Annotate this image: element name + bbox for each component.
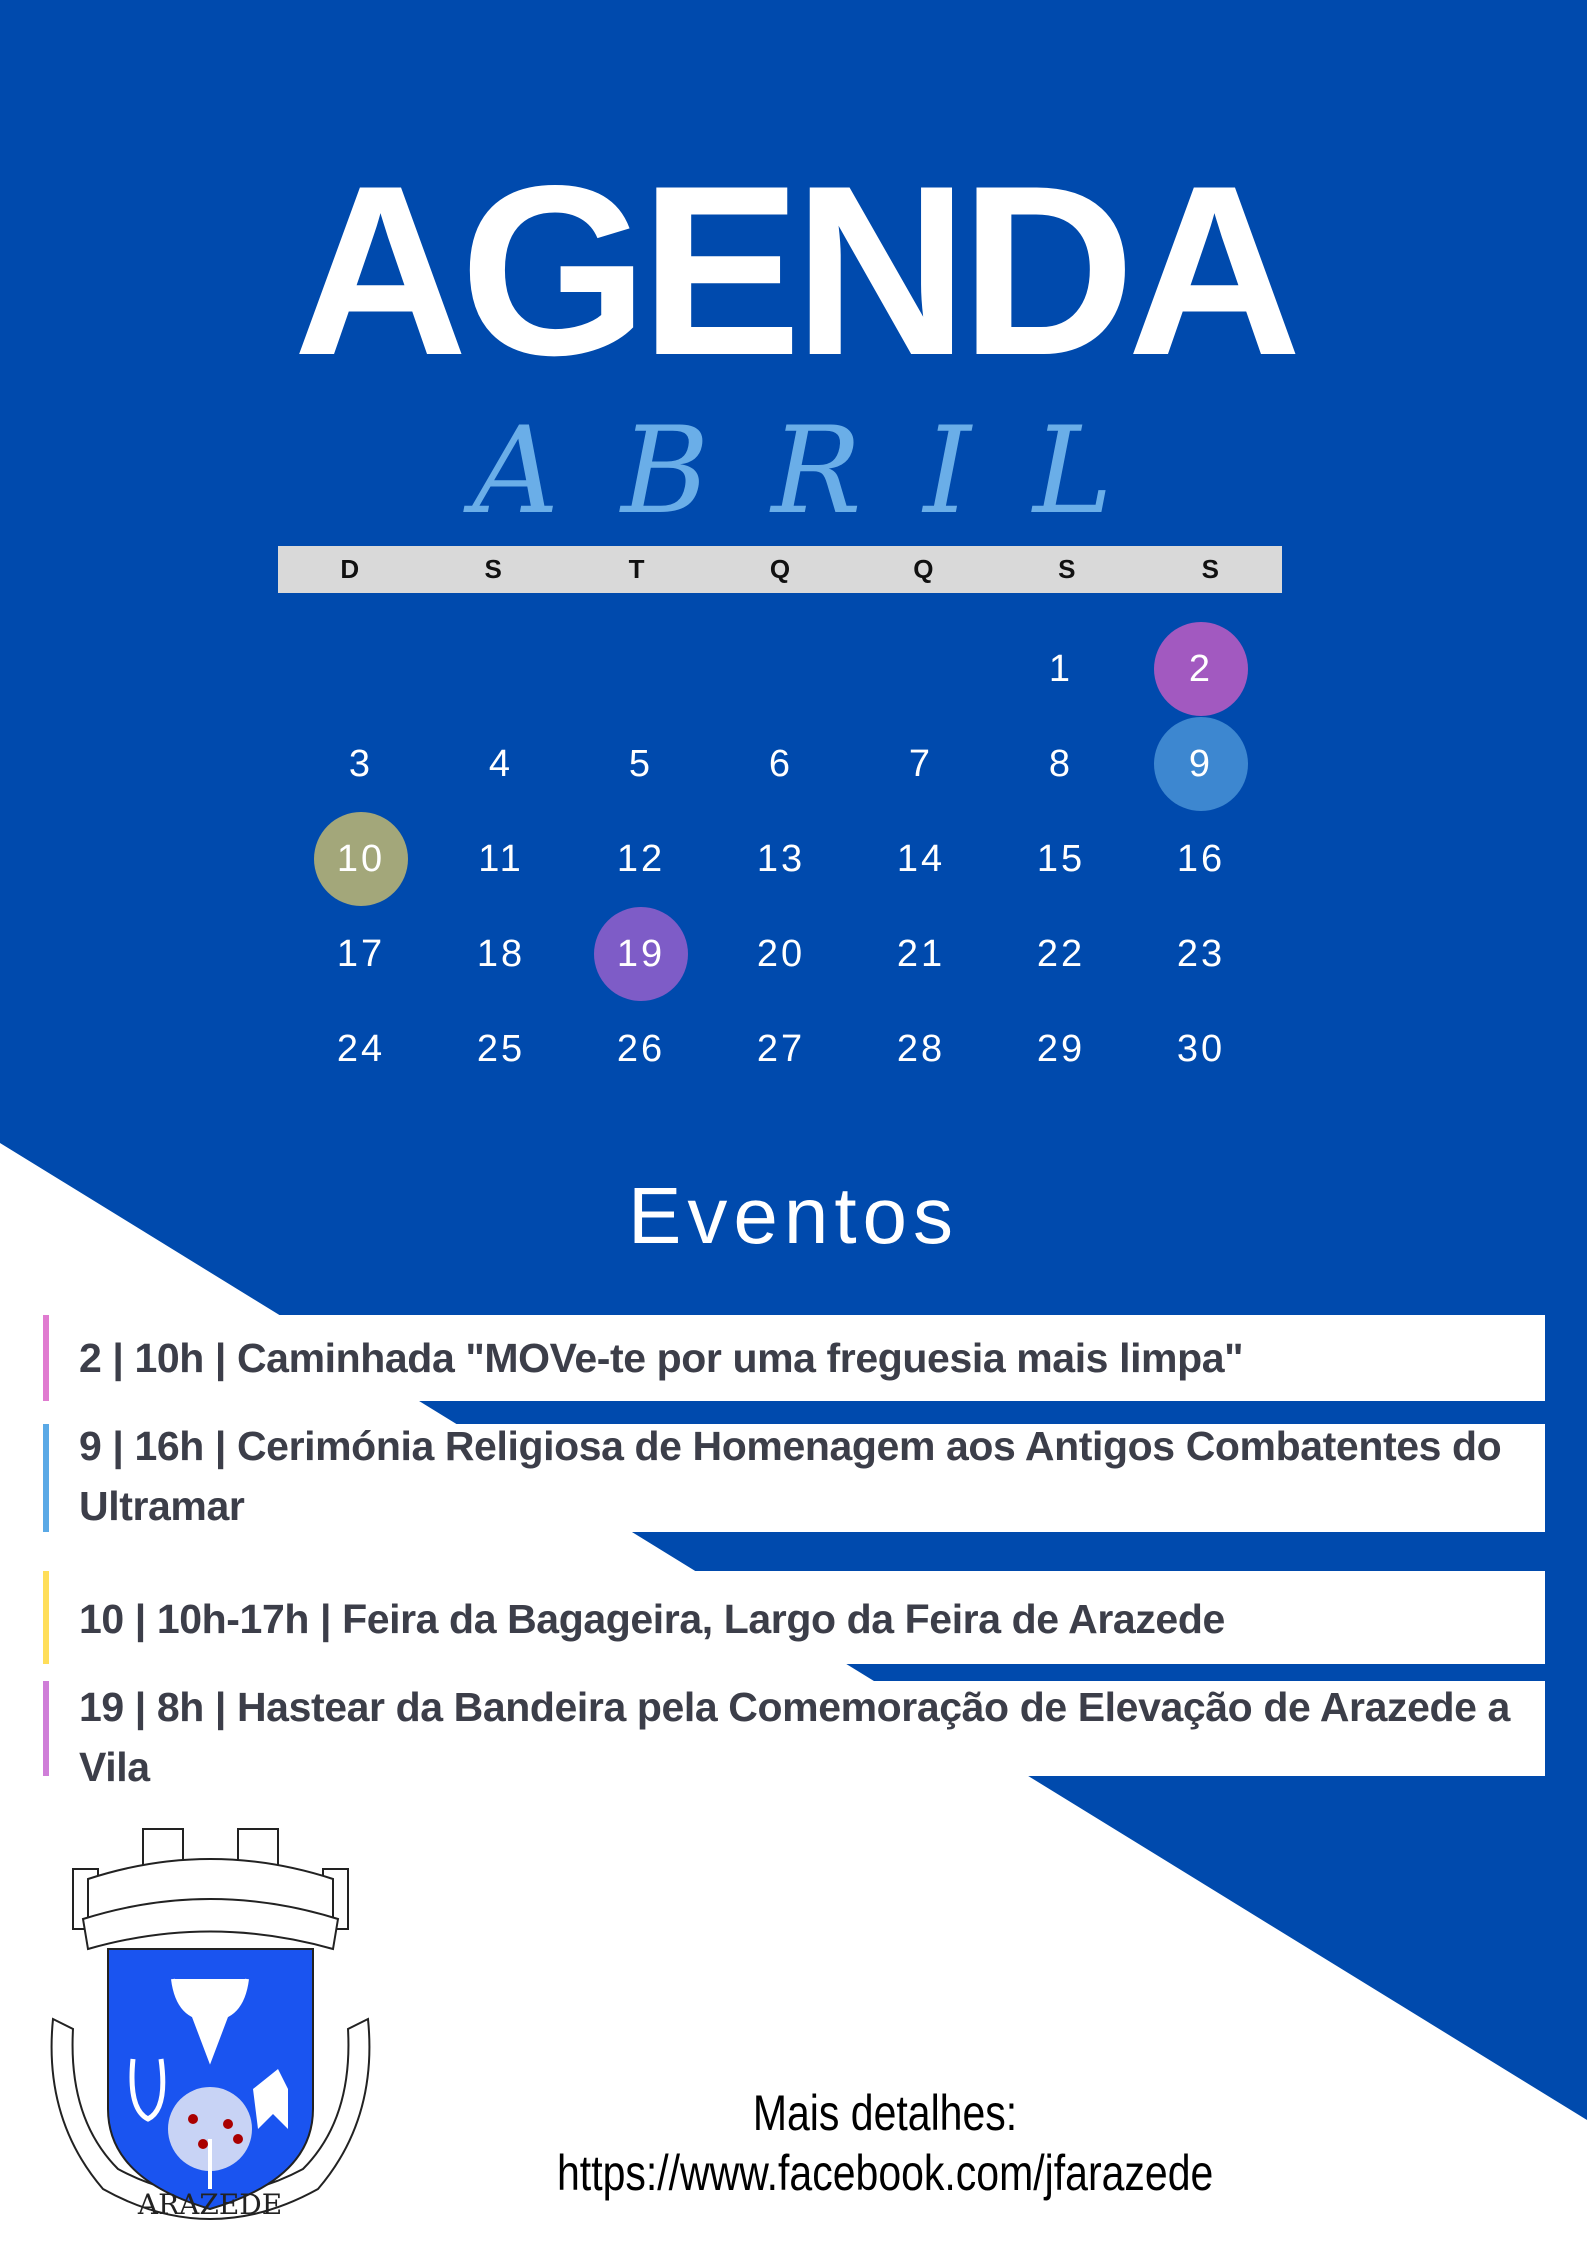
calendar-day-number: 2 — [1188, 648, 1214, 690]
calendar-day — [291, 1002, 431, 1097]
weekday-label: S — [1058, 554, 1076, 584]
calendar-day — [851, 717, 991, 812]
calendar-empty-cell — [431, 622, 571, 717]
calendar-day-number: 16 — [1176, 838, 1226, 880]
calendar-day-number: 12 — [616, 838, 666, 880]
weekday-label: S — [484, 554, 502, 584]
calendar-day-number: 4 — [488, 743, 514, 785]
event-text: 19 | 8h | Hastear da Bandeira pela Comemoração de Elevação de Arazede a Vila — [79, 1684, 1510, 1790]
calendar-day — [431, 907, 571, 1002]
calendar-day — [431, 812, 571, 907]
calendar-day-number: 30 — [1176, 1028, 1226, 1070]
calendar-day-number: 13 — [756, 838, 806, 880]
calendar-day — [711, 717, 851, 812]
calendar-empty-cell — [851, 622, 991, 717]
calendar-day-number: 19 — [616, 933, 666, 975]
calendar-day-number: 23 — [1176, 933, 1226, 975]
event-item — [43, 1571, 1545, 1664]
calendar-empty-cell — [291, 622, 431, 717]
event-color-bar — [43, 1681, 49, 1776]
facebook-link[interactable]: https://www.facebook.com/jfarazede — [557, 2145, 1214, 2201]
calendar-day — [711, 812, 851, 907]
event-color-bar — [43, 1424, 49, 1532]
calendar-day — [1131, 622, 1271, 717]
calendar-day-number: 6 — [768, 743, 794, 785]
calendar-grid — [291, 622, 1271, 1097]
calendar-day-number: 29 — [1036, 1028, 1086, 1070]
calendar-day-number: 20 — [756, 933, 806, 975]
calendar-day-number: 14 — [896, 838, 946, 880]
more-details-label: Mais detalhes: — [752, 2085, 1018, 2141]
calendar-day-number: 28 — [896, 1028, 946, 1070]
calendar-day — [291, 812, 431, 907]
calendar-day-number: 5 — [628, 743, 654, 785]
calendar-empty-cell — [711, 622, 851, 717]
calendar-day — [991, 1002, 1131, 1097]
event-text: 2 | 10h | Caminhada "MOVe-te por uma freguesia mais limpa" — [79, 1335, 1244, 1381]
calendar-day-number: 22 — [1036, 933, 1086, 975]
event-item — [43, 1424, 1545, 1532]
calendar-day-number: 9 — [1188, 743, 1214, 785]
event-color-bar — [43, 1571, 49, 1664]
calendar-day — [851, 1002, 991, 1097]
weekday-label: Q — [913, 554, 934, 584]
calendar-day-number: 27 — [756, 1028, 806, 1070]
calendar-day — [991, 812, 1131, 907]
calendar-day — [711, 907, 851, 1002]
calendar-day — [1131, 1002, 1271, 1097]
weekday-label: S — [1201, 554, 1219, 584]
calendar-day — [1131, 717, 1271, 812]
calendar-day-number: 18 — [476, 933, 526, 975]
calendar-day-number: 3 — [348, 743, 374, 785]
calendar-day-number: 21 — [896, 933, 946, 975]
event-item — [43, 1315, 1545, 1401]
calendar-day — [991, 907, 1131, 1002]
calendar-day-number: 11 — [478, 838, 524, 880]
event-text: 10 | 10h-17h | Feira da Bagageira, Largo da Feira de Arazede — [79, 1596, 1225, 1642]
event-item — [43, 1681, 1545, 1790]
calendar-day-number: 25 — [476, 1028, 526, 1070]
weekday-label: Q — [769, 554, 791, 584]
calendar-day-number: 10 — [336, 838, 386, 880]
calendar-day — [991, 622, 1131, 717]
calendar-day — [851, 812, 991, 907]
calendar-day — [571, 907, 711, 1002]
calendar-day-number: 24 — [336, 1028, 386, 1070]
calendar-day-number: 7 — [908, 743, 934, 785]
calendar-day — [571, 717, 711, 812]
calendar-empty-cell — [571, 622, 711, 717]
calendar-day-number: 15 — [1036, 838, 1086, 880]
calendar-day — [991, 717, 1131, 812]
calendar-day-number: 17 — [336, 933, 386, 975]
month-title: ABRIL — [472, 402, 1175, 541]
calendar-day — [1131, 812, 1271, 907]
calendar-day — [291, 907, 431, 1002]
logo-text: ARAZEDE — [137, 2188, 283, 2221]
calendar-day — [851, 907, 991, 1002]
page-title: AGENDA — [293, 136, 1294, 406]
events-title: Eventos — [627, 1171, 960, 1260]
calendar-day — [1131, 907, 1271, 1002]
calendar-day — [571, 1002, 711, 1097]
calendar-day-number: 1 — [1048, 648, 1074, 690]
weekday-label: T — [628, 554, 645, 584]
event-color-bar — [43, 1315, 49, 1401]
arazede-coat-of-arms-logo — [43, 1819, 378, 2229]
event-text: 9 | 16h | Cerimónia Religiosa de Homenagem aos Antigos Combatentes do Ultramar — [79, 1423, 1502, 1529]
calendar-weekday-header — [278, 546, 1282, 593]
calendar-day — [571, 812, 711, 907]
calendar-day — [431, 717, 571, 812]
calendar-day — [711, 1002, 851, 1097]
calendar-day — [291, 717, 431, 812]
calendar-day-number: 8 — [1048, 743, 1074, 785]
calendar-day — [431, 1002, 571, 1097]
calendar-day-number: 26 — [616, 1028, 666, 1070]
weekday-label: D — [340, 554, 360, 584]
